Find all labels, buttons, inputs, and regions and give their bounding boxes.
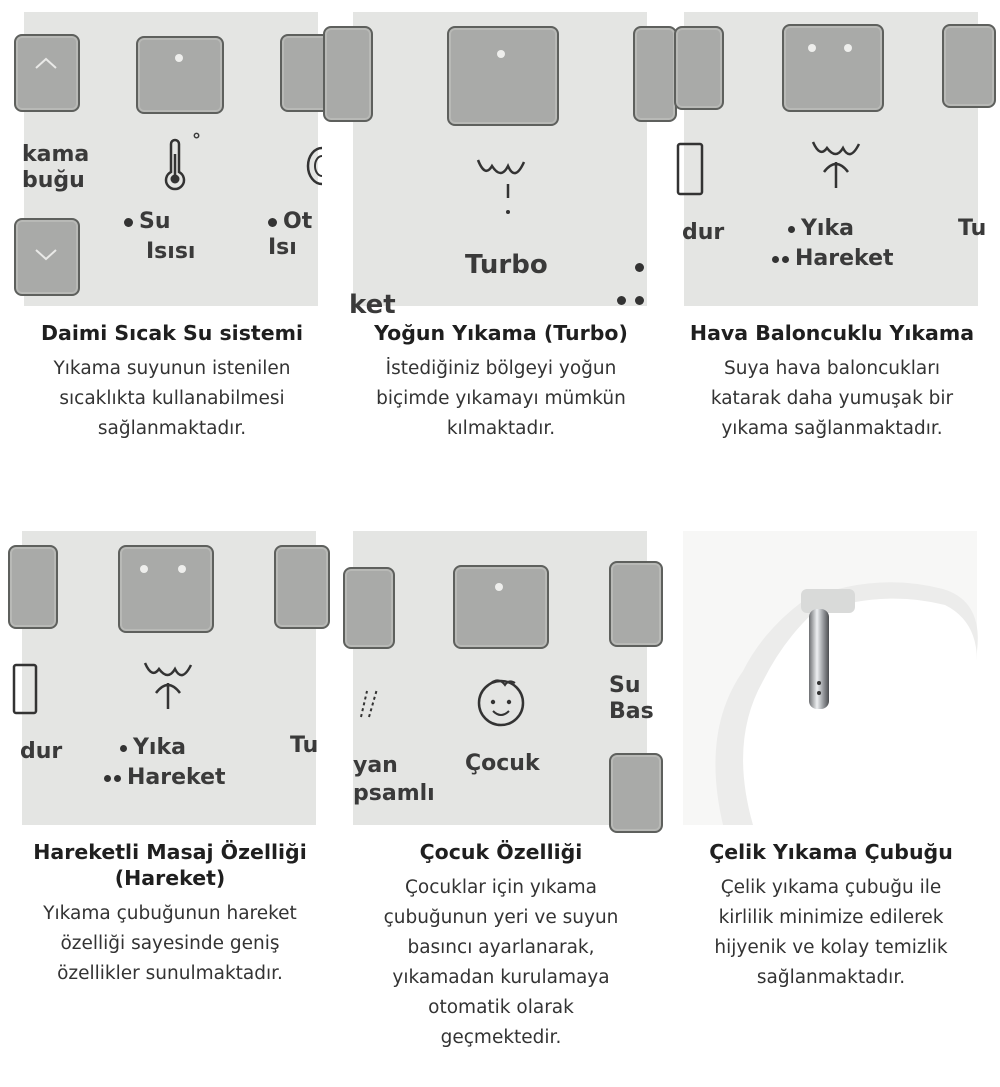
main-label-1: Yıka bbox=[788, 216, 854, 242]
left-label-1: yan bbox=[353, 753, 398, 778]
degree-sign: ° bbox=[192, 130, 201, 151]
seat-icon-partial bbox=[294, 144, 324, 188]
bullet bbox=[788, 226, 795, 233]
child-button bbox=[453, 565, 549, 649]
left-label: dur bbox=[682, 220, 725, 245]
main-label-2: Isısı bbox=[146, 239, 196, 264]
bubble-spray-icon bbox=[810, 138, 862, 194]
massage-photo bbox=[20, 531, 319, 825]
turbo-photo bbox=[349, 12, 647, 320]
feature-description: İstediğiniz bölgeyi yoğun biçimde yıkamayı mümkün kılmaktadır. bbox=[376, 358, 626, 439]
feature-title: Hava Baloncuklu Yıkama bbox=[689, 321, 975, 345]
steel-nozzle-image bbox=[683, 531, 977, 825]
bullet bbox=[114, 775, 121, 782]
bullet bbox=[268, 218, 277, 227]
right-button-partial bbox=[942, 24, 996, 108]
feature-title: Daimi Sıcak Su sistemi bbox=[41, 321, 303, 345]
left-button-partial bbox=[323, 26, 373, 122]
bullet bbox=[772, 256, 779, 263]
feature-card-turbo bbox=[349, 12, 649, 444]
bullet bbox=[120, 745, 127, 752]
massage-button bbox=[118, 545, 214, 633]
feature-card-steel-nozzle bbox=[683, 531, 979, 993]
feature-description: Yıkama suyunun istenilen sıcaklıkta kullanabilmesi sağlanmaktadır. bbox=[53, 358, 291, 439]
turbo-label: Turbo bbox=[465, 250, 548, 280]
button-dot bbox=[844, 44, 852, 52]
button-dot bbox=[140, 565, 148, 573]
main-label-2: Hareket bbox=[104, 765, 226, 791]
bullet bbox=[617, 296, 626, 305]
feature-title: Çelik Yıkama Çubuğu bbox=[709, 840, 953, 864]
feature-card-air-bubble bbox=[682, 12, 987, 444]
bullet bbox=[635, 296, 644, 305]
button-dot bbox=[808, 44, 816, 52]
left-label: kama buğu bbox=[22, 142, 90, 193]
seat-icon-partial bbox=[678, 142, 708, 198]
feature-description: Yıkama çubuğunun hareket özelliği sayesinde geniş özellikler sunulmaktadır. bbox=[43, 903, 297, 984]
right-label-1: Su bbox=[609, 673, 641, 698]
feature-description: Suya hava baloncukları katarak daha yumuşak bir yıkama sağlanmaktadır. bbox=[710, 358, 954, 439]
bullet bbox=[124, 218, 133, 227]
button-dot bbox=[178, 565, 186, 573]
feature-description: Çelik yıkama çubuğu ile kirlilik minimize edilerek hijyenik ve kolay temizlik sağlanmaktadır. bbox=[714, 877, 948, 988]
feature-title: Çocuk Özelliği bbox=[419, 840, 583, 864]
turbo-button bbox=[447, 26, 559, 126]
feature-card-child bbox=[353, 531, 654, 1053]
feature-card-warm-water bbox=[24, 12, 320, 444]
main-label-2: Hareket bbox=[772, 246, 894, 272]
child-face-icon bbox=[471, 675, 531, 727]
spray-lines-icon-partial bbox=[353, 681, 383, 721]
bottom-label-partial: ket bbox=[349, 290, 396, 320]
massage-spray-icon bbox=[142, 659, 194, 715]
right-button-partial bbox=[609, 561, 663, 647]
bullet bbox=[782, 256, 789, 263]
bullet bbox=[635, 263, 644, 272]
right-label: Ot Isı bbox=[268, 209, 313, 260]
button-dot bbox=[175, 54, 183, 62]
warm-water-button bbox=[136, 36, 224, 114]
right-label-2: Bas bbox=[609, 699, 654, 724]
feature-title: Hareketli Masaj Özelliği (Hareket) bbox=[33, 840, 307, 890]
chevron-down-icon bbox=[34, 248, 58, 262]
steel-nozzle-photo bbox=[683, 531, 977, 825]
child-label: Çocuk bbox=[465, 751, 540, 776]
main-label-1: Yıka bbox=[120, 735, 186, 761]
warm-water-photo bbox=[24, 12, 318, 306]
left-button-partial bbox=[674, 26, 724, 110]
chevron-up-icon bbox=[34, 56, 58, 70]
feature-title: Yoğun Yıkama (Turbo) bbox=[374, 321, 628, 345]
right-button-partial bbox=[274, 545, 330, 629]
up-button-partial bbox=[14, 34, 80, 112]
feature-card-massage bbox=[22, 531, 318, 989]
turbo-spray-icon bbox=[475, 156, 527, 224]
button-dot bbox=[495, 583, 503, 591]
right-button-partial bbox=[633, 26, 677, 122]
thermometer-icon bbox=[160, 140, 190, 192]
seat-icon-partial bbox=[14, 663, 44, 715]
air-bubble-photo bbox=[682, 12, 987, 306]
child-photo bbox=[353, 531, 654, 825]
left-label-2: psamlı bbox=[353, 781, 435, 806]
bubble-button bbox=[782, 24, 884, 112]
bullet bbox=[104, 775, 111, 782]
main-label-1: Su bbox=[124, 209, 171, 235]
button-dot bbox=[497, 50, 505, 58]
left-button-partial bbox=[8, 545, 58, 629]
left-button-partial bbox=[343, 567, 395, 649]
left-label: dur bbox=[20, 739, 63, 764]
feature-description: Çocuklar için yıkama çubuğunun yeri ve suyun basıncı ayarlanarak, yıkamadan kurulamaya otomatik olarak geçmektedir. bbox=[383, 877, 619, 1048]
right-label: Tu bbox=[290, 733, 319, 758]
right-lower-button-partial bbox=[609, 753, 663, 833]
right-label: Tu bbox=[958, 216, 987, 241]
